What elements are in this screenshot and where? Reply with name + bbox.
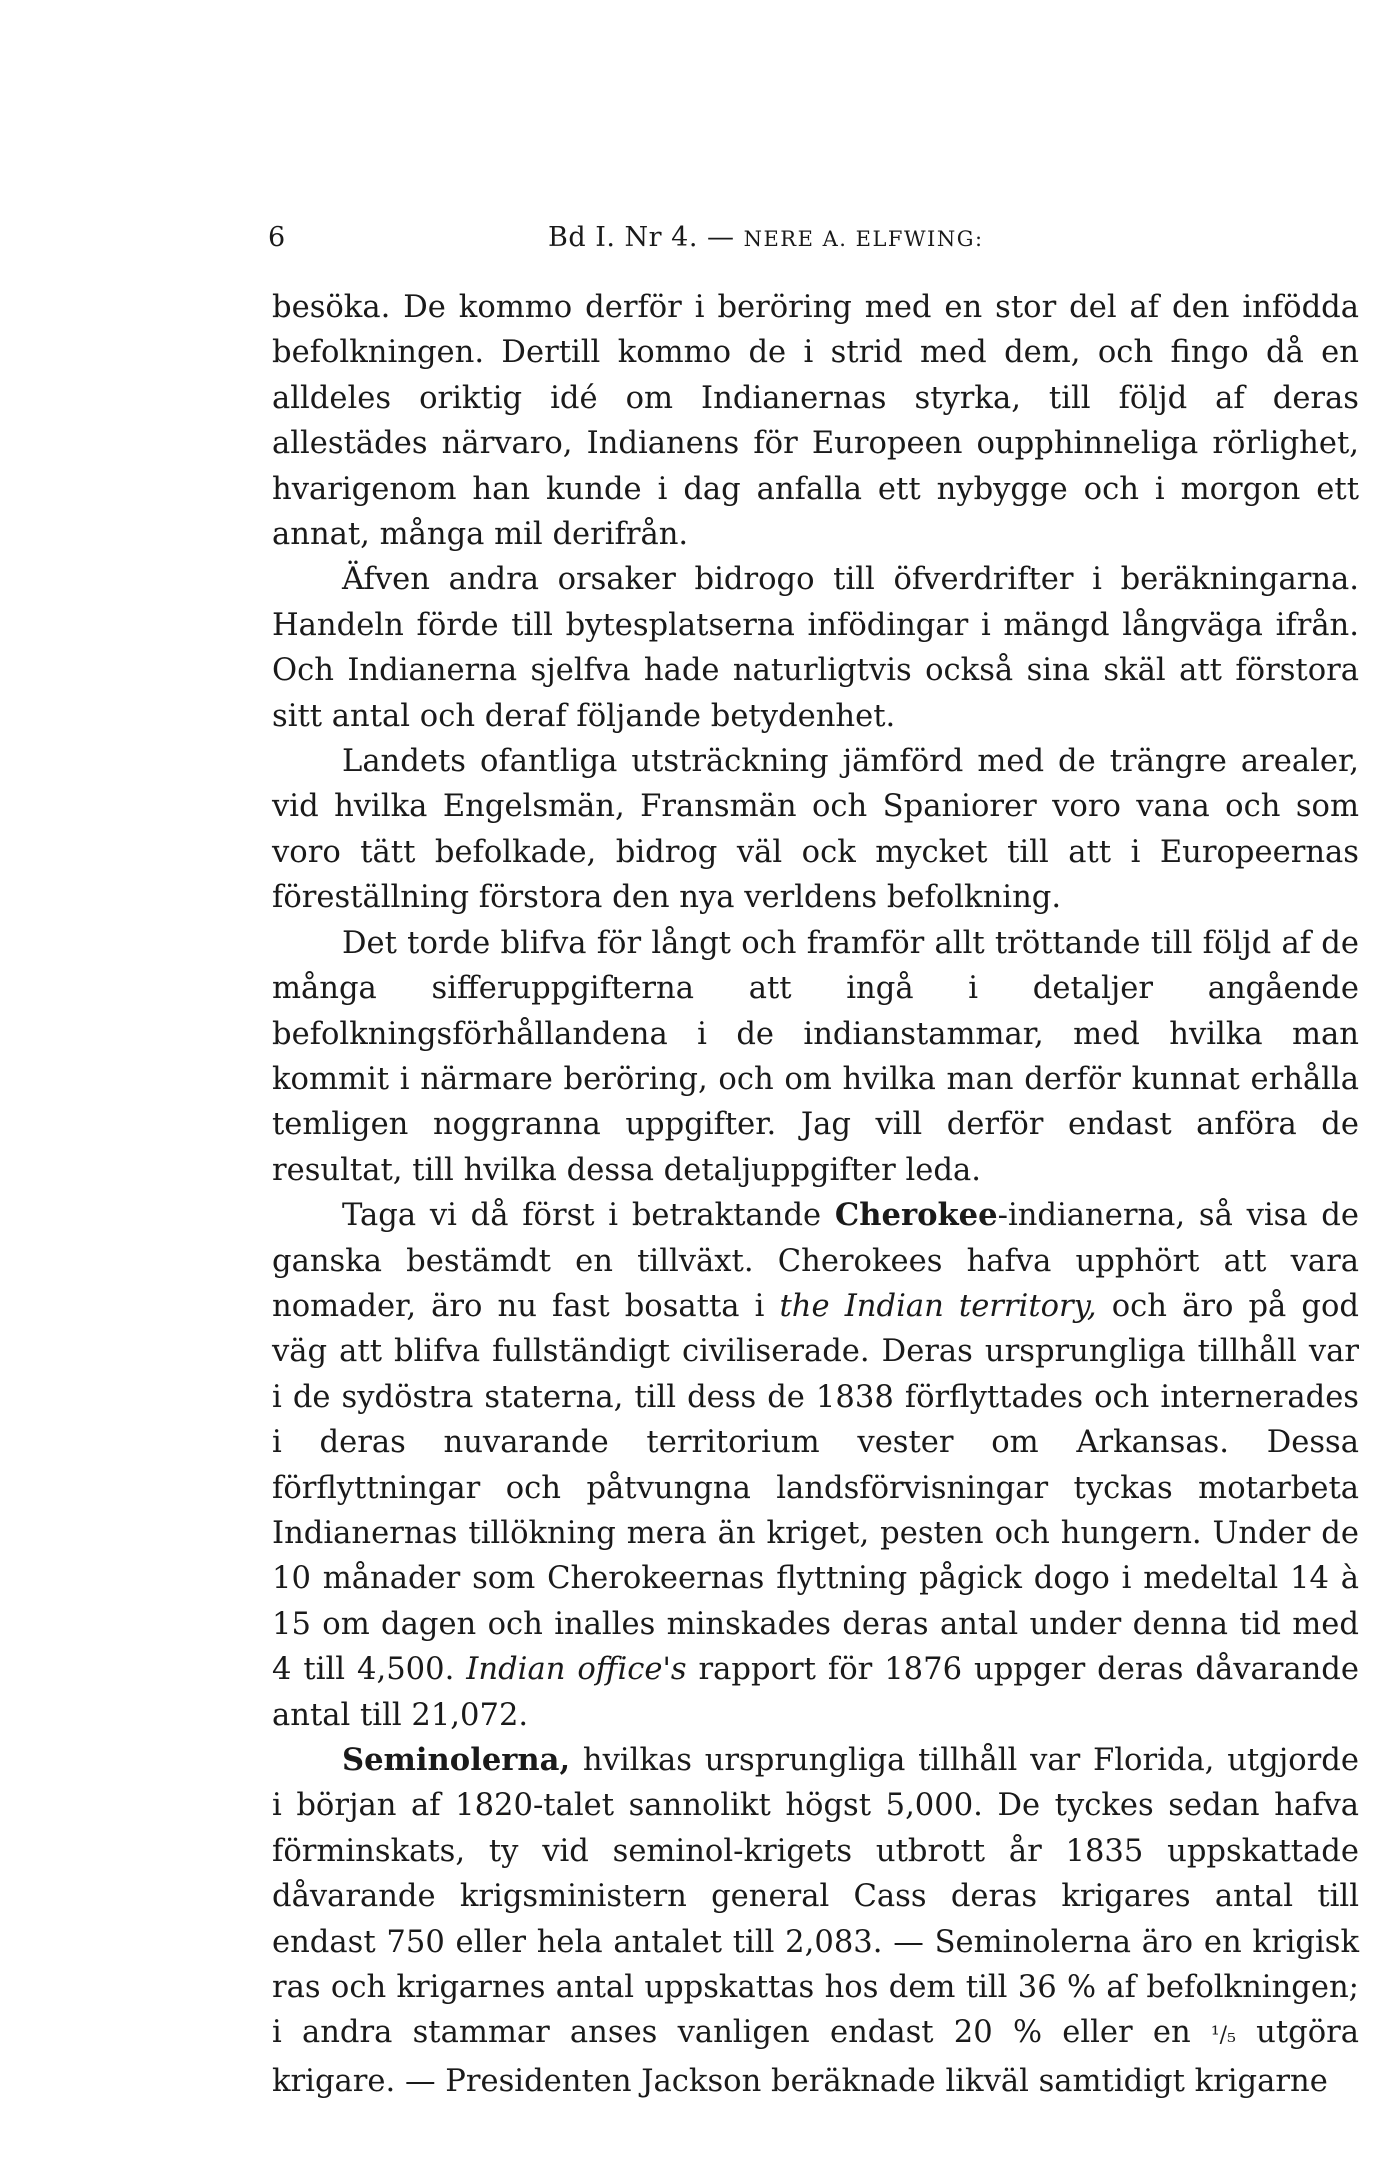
paragraph — [272, 557, 1359, 739]
text-run: Landets ofantliga utsträckning jämförd med de trängre arealer, vid hvilka Engelsmän, Fransmän och Spaniorer voro vana och som voro tätt befolkade, bidrog väl ock mycket till att i Europeernas föreställning förstora den nya verldens befolkning. — [272, 744, 1359, 916]
text-run: Taga vi då först i betraktande — [342, 1198, 835, 1234]
text-run: rapport för 1876 uppger deras dåvarande antal till 21,072. — [272, 1652, 1359, 1733]
paragraph — [272, 285, 1359, 557]
page-number: 6 — [268, 222, 286, 253]
bold-term: Seminolerna, — [342, 1742, 571, 1778]
text-run: hvilkas ursprungliga tillhåll var Florida, utgjorde i början af 1820-talet sannolikt högst 5,000. De tyckes sedan hafva förminskats, ty vid seminol-krigets utbrott år 1835 uppskattade dåvarande krigsministern general Cass deras krigares antal till endast 750 eller hela antalet till 2,083. — Seminolerna äro en krigisk ras och krigarnes antal uppskattas hos dem till 36 % af befolkningen; i andra stammar anses vanligen endast 20 % eller en — [272, 1743, 1359, 2051]
text-run: utgöra krigare. — Presidenten Jackson beräknade likväl samtidigt krigarne — [272, 2015, 1359, 2099]
fraction: ¹/₅ — [1210, 2023, 1236, 2049]
running-head: Bd I. Nr 4. — — [548, 222, 735, 253]
page-header — [268, 222, 1358, 253]
text-run: Det torde blifva för långt och framför allt tröttande till följd af de många sifferuppgifterna att ingå i detaljer angående befolkningsförhållandena i de indianstammar, med hvilka man kommit i närmare beröring, och om hvilka man derför kunnat erhålla temligen noggranna uppgifter. Jag vill derför endast anföra de resultat, till hvilka dessa detaljuppgifter leda. — [272, 925, 1359, 1188]
italic-term: the Indian territory, — [779, 1288, 1097, 1324]
text-run: och äro på god väg att blifva fullständigt civiliserade. Deras ursprungliga tillhåll var i de sydöstra staterna, till dess de 1838 förflyttades och internerades i deras nuvarande territorium vester om Arkansas. Dessa förflyttningar och påtvungna landsförvisningar tyckas motarbeta Indianernas tillökning mera än kriget, pesten och hungern. Under de 10 månader som Cherokeernas flyttning pågick dogo i medeltal 14 à 15 om dagen och inalles minskades deras antal under denna tid med 4 till 4,500. — [272, 1288, 1359, 1688]
text-run: besöka. De kommo derför i beröring med en stor del af den infödda befolkningen. Dertill kommo de i strid med dem, och fingo då en alldeles oriktig idé om Indianernas styrka, till följd af deras allestädes närvaro, Indianens för Europeen oupphinneliga rörlighet, hvarigenom han kunde i dag anfalla ett nybygge och i morgon ett annat, många mil derifrån. — [272, 290, 1359, 553]
paragraph — [272, 1738, 1359, 2104]
body-text — [272, 285, 1359, 2104]
italic-term: Indian office's — [466, 1652, 687, 1688]
bold-term: Cherokee — [834, 1197, 998, 1234]
running-head-author: NERE A. ELFWING: — [743, 227, 984, 251]
text-run: -indianerna, så visa de ganska bestämdt en tillväxt. Cherokees hafva upphört att vara nomader, äro nu fast bosatta i — [272, 1198, 1359, 1324]
paragraph — [272, 921, 1359, 1193]
paragraph — [272, 739, 1359, 921]
paragraph — [272, 1193, 1359, 1738]
text-run: Äfven andra orsaker bidrogo till öfverdrifter i beräkningarna. Handeln förde till bytesplatserna infödingar i mängd långväga ifrån. Och Indianerna sjelfva hade naturligtvis också sina skäl att förstora sitt antal och deraf följande betydenhet. — [272, 562, 1359, 734]
